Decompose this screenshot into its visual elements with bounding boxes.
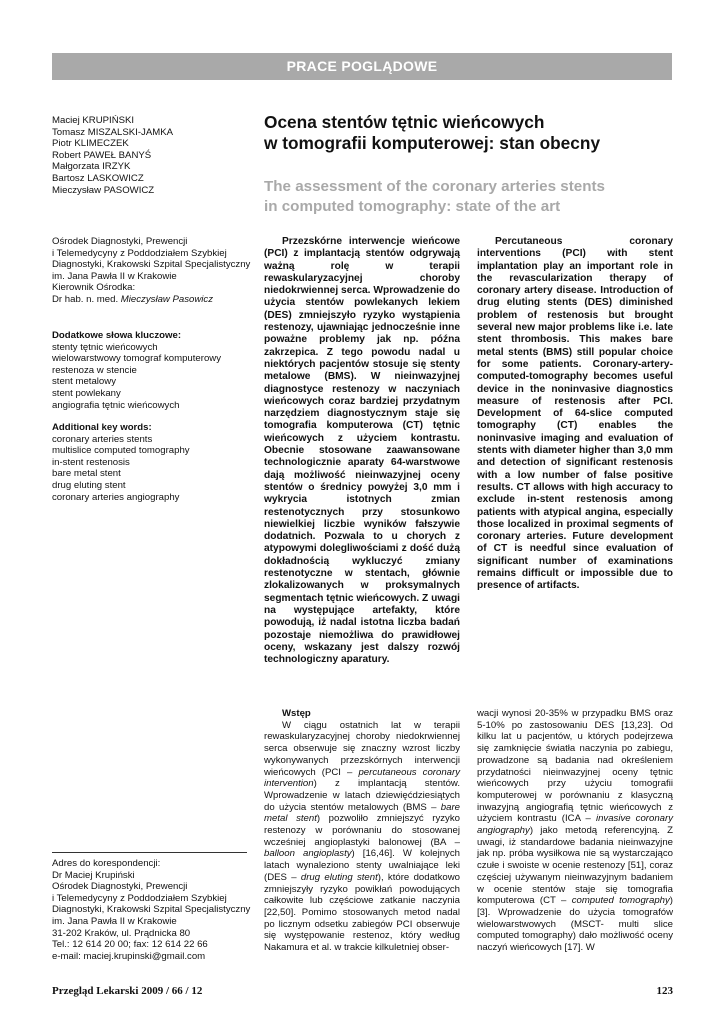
author-name: Robert PAWEŁ BANYŚ bbox=[52, 149, 152, 161]
keyword: multislice computed tomography bbox=[52, 445, 190, 457]
author-name: Maciej KRUPIŃSKI bbox=[52, 115, 135, 126]
correspondence-line: Diagnostyki, Krakowski Szpital Specjalistyczny bbox=[52, 904, 251, 916]
body-text: ) [3]. Wprowadzenie do użycia tomografów wielowarstwowych (MSCT- multi slice computed tomography) dało możliwość oceny naczyń wieńcowych [17]. W bbox=[477, 895, 673, 954]
author-name: Tomasz MISZALSKI-JAMKA bbox=[52, 126, 174, 138]
body-text-italic: bare metal stent bbox=[264, 801, 460, 825]
article-subtitle-line: in computed tomography: state of the art bbox=[264, 198, 561, 215]
correspondence-address bbox=[52, 858, 252, 962]
keyword: drug eluting stent bbox=[52, 479, 126, 491]
body-text: wacji wynosi 20-35% w przypadku BMS oraz 5-10% po zastosowaniu DES [13,23]. Od kilku lat u pacjentów, u których podejrzewa się zamknięcie światła naczynia po zabiegu, prowadzone są badania nad określeniem przydatności nieinwazyjnej oceny tętnic wieńcowych przy użyciu tomografii komputerowej w porównaniu z klasyczną inwazyjną angiografią tętnic wieńcowych z użyciem kontrastu (ICA – bbox=[477, 708, 673, 825]
affiliation-head bbox=[52, 294, 252, 306]
correspondence-line: Dr Maciej Krupiński bbox=[52, 869, 135, 881]
keywords-en bbox=[52, 422, 252, 503]
affiliation-head-name: Mieczysław Pasowicz bbox=[120, 293, 214, 305]
body-text-italic: percutaneous coronary intervention bbox=[264, 766, 460, 790]
correspondence-line: Tel.: 12 614 20 00; fax: 12 614 22 66 bbox=[52, 939, 208, 951]
keywords-pl bbox=[52, 330, 252, 411]
correspondence-line: Ośrodek Diagnostyki, Prewencji bbox=[52, 881, 188, 893]
section-heading: Wstęp bbox=[282, 708, 311, 719]
author-list bbox=[52, 115, 252, 196]
affiliation-line: Diagnostyki, Krakowski Szpital Specjalistyczny bbox=[52, 259, 251, 271]
keyword: bare metal stent bbox=[52, 468, 121, 480]
affiliation bbox=[52, 236, 252, 306]
correspondence-line: im. Jana Pawła II w Krakowie bbox=[52, 915, 177, 927]
correspondence-line: e-mail: maciej.krupinski@gmail.com bbox=[52, 950, 206, 962]
affiliation-line: im. Jana Pawła II w Krakowie bbox=[52, 270, 177, 282]
author-name: Bartosz LASKOWICZ bbox=[52, 172, 144, 184]
affiliation-line: Kierownik Ośrodka: bbox=[52, 282, 136, 294]
author-name: Małgorzata IRZYK bbox=[52, 161, 131, 173]
correspondence-divider bbox=[52, 852, 247, 853]
body-text-italic: invasive coronary angiography bbox=[477, 813, 673, 837]
body-paragraph bbox=[264, 720, 460, 954]
keyword: stenty tętnic wieńcowych bbox=[52, 341, 158, 353]
affiliation-head-prefix: Dr hab. n. med. bbox=[52, 293, 121, 305]
keyword: angiografia tętnic wieńcowych bbox=[52, 399, 180, 411]
keyword: coronary arteries angiography bbox=[52, 491, 180, 503]
keyword: stent metalowy bbox=[52, 376, 116, 388]
article-title-line: Ocena stentów tętnic wieńcowych bbox=[264, 112, 545, 132]
keyword: wielowarstwowy tomograf komputerowy bbox=[52, 353, 222, 365]
article-subtitle-line: The assessment of the coronary arteries stents bbox=[264, 178, 606, 195]
section-banner: PRACE POGLĄDOWE bbox=[52, 53, 672, 80]
correspondence-line: 31-202 Kraków, ul. Prądnicka 80 bbox=[52, 927, 191, 939]
body-text: ), które dodatkowo zmniejszyły ryzyko powikłań powodujących całkowite lub częściowe zatkanie naczynia [22,50]. Pomimo stosowanych metod nadal po licznym odsetku zabiegów PCI obserwuje się występowanie restenoz, który według Nakamura et al. w trakcie kilkuletniej obser- bbox=[264, 871, 460, 954]
body-text: ) [16,46]. W kolejnych latach wynaleziono stenty uwalniające leki (DES – bbox=[264, 848, 460, 883]
article-title bbox=[264, 112, 684, 154]
affiliation-line: Ośrodek Diagnostyki, Prewencji bbox=[52, 236, 188, 247]
article-title-line: w tomografii komputerowej: stan obecny bbox=[264, 133, 601, 153]
affiliation-line: i Telemedycyny z Poddodziałem Szybkiej bbox=[52, 247, 227, 259]
keyword: coronary arteries stents bbox=[52, 433, 153, 445]
article-subtitle bbox=[264, 177, 684, 217]
keyword: stent powlekany bbox=[52, 387, 121, 399]
author-name: Piotr KLIMECZEK bbox=[52, 138, 129, 150]
keyword: restenoza w stencie bbox=[52, 364, 137, 376]
body-text: ) pozwoliło zmniejszyć ryzyko restenozy w porównaniu do stosowanej wcześniej angioplastyki balonowej (BA – bbox=[264, 813, 460, 848]
body-text-italic: drug eluting stent bbox=[300, 871, 378, 883]
abstract-polish: Przezskórne interwencje wieńcowe (PCI) z implantacją stentów odgrywają ważną rolę w terapii rewaskularyzacyjnej choroby niedokrwiennej serca. Wprowadzenie do użycia stentów powlekanych lekiem (DES) zmniejszyło ryzyko wystąpienia restenozy, ujawniając jednocześnie inne poważne problemy jak np. późna zakrzepica. Z tego powodu nadal u niektórych pacjentów stosuje się stenty metalowe (BMS). W nieinwazyjnej diagnostyce restenozy w naczyniach wieńcowych coraz bardziej przydatnym narzędziem diagnostycznym staje się tomografia komputerowa (CT) tętnic wieńcowych z użyciem kontrastu. Obecnie stosowane zaawansowane technologicznie aparaty 64-warstwowe dają możliwość nieinwazyjnej oceny stentów o średnicy powyżej 3,0 mm i wykrycia istotnych zmian restenotycznych przy stosunkowo niewielkiej liczbie wyników fałszywie dodatnich. Pozwala to u chorych z atypowymi dolegliwościami z dość dużą dokładnością wykluczyć zmiany restenotyczne w stentach, głównie zlokalizowanych w proksymalnych segmentach tętnic wieńcowych. Z uwagi na występujące artefakty, które powodują, iż nadal istotna liczba badań pozostaje niemożliwa do prawidłowej oceny, wskazany jest dalszy rozwój technologiczny aparatury. bbox=[264, 236, 460, 666]
correspondence-line: Adres do korespondencji: bbox=[52, 858, 161, 869]
body-text-italic: computed tomography bbox=[571, 895, 670, 907]
page-number: 123 bbox=[656, 985, 673, 997]
journal-footer: Przegląd Lekarski 2009 / 66 / 12 bbox=[52, 985, 203, 997]
keywords-pl-label: Dodatkowe słowa kluczowe: bbox=[52, 330, 182, 341]
body-paragraph bbox=[477, 708, 673, 954]
body-text: ) jako metodą referencyjną. Z uwagi, iż standardowe badania nieinwazyjne jak np. próba wysiłkowa nie są wystarczająco czułe i swoiste w ocenie restenozy [51], coraz częściej używanym nieinwazyjnym badaniem w ocenie stentów staje się tomografia komputerowa (CT – bbox=[477, 825, 673, 907]
correspondence-line: i Telemedycyny z Poddodziałem Szybkiej bbox=[52, 892, 227, 904]
keyword: in-stent restenosis bbox=[52, 456, 130, 468]
body-column-left bbox=[264, 708, 460, 954]
body-text: W ciągu ostatnich lat w terapii rewaskularyzacyjnej choroby niedokrwiennej serca obserwuje się znaczny wzrost liczby wykonywanych przezskórnych interwencji wieńcowych (PCI – bbox=[264, 719, 460, 778]
abstract-english: Percutaneous coronary interventions (PCI) with stent implantation play an important role in the revascularization therapy of coronary artery disease. Introduction of drug eluting stents (DES) diminished problem of restenosis but brought several new major problems like i.e. late stent thrombosis. This makes bare metal stents (BMS) still popular choice for some patients. Coronary-artery-computed-tomography becomes useful device in the noninvasive diagnostics measure of restenosis after PCI. Development of 64-slice computed tomography (CT) enables the noninvasive imaging and evaluation of stents with diameter higher than 3,0 mm and detection of significant restenosis with a low number of false positive results. CT allows with high accuracy to exclude in-stent restenosis among patients with atypical angina, especially those localized in proximal segments of coronary arteries. Future development of CT is needful since evaluation of significant number of examinations remains difficult or impossible due to presence of artifacts. bbox=[477, 236, 673, 592]
body-text-italic: balloon angioplasty bbox=[264, 848, 352, 860]
keywords-en-label: Additional key words: bbox=[52, 422, 152, 433]
body-text: ) z implantacją stentów. Wprowadzenie w latach dziewięćdziesiątych do użycia stentów metalowych (BMS – bbox=[264, 778, 460, 813]
author-name: Mieczysław PASOWICZ bbox=[52, 184, 155, 196]
body-column-right bbox=[477, 708, 673, 954]
